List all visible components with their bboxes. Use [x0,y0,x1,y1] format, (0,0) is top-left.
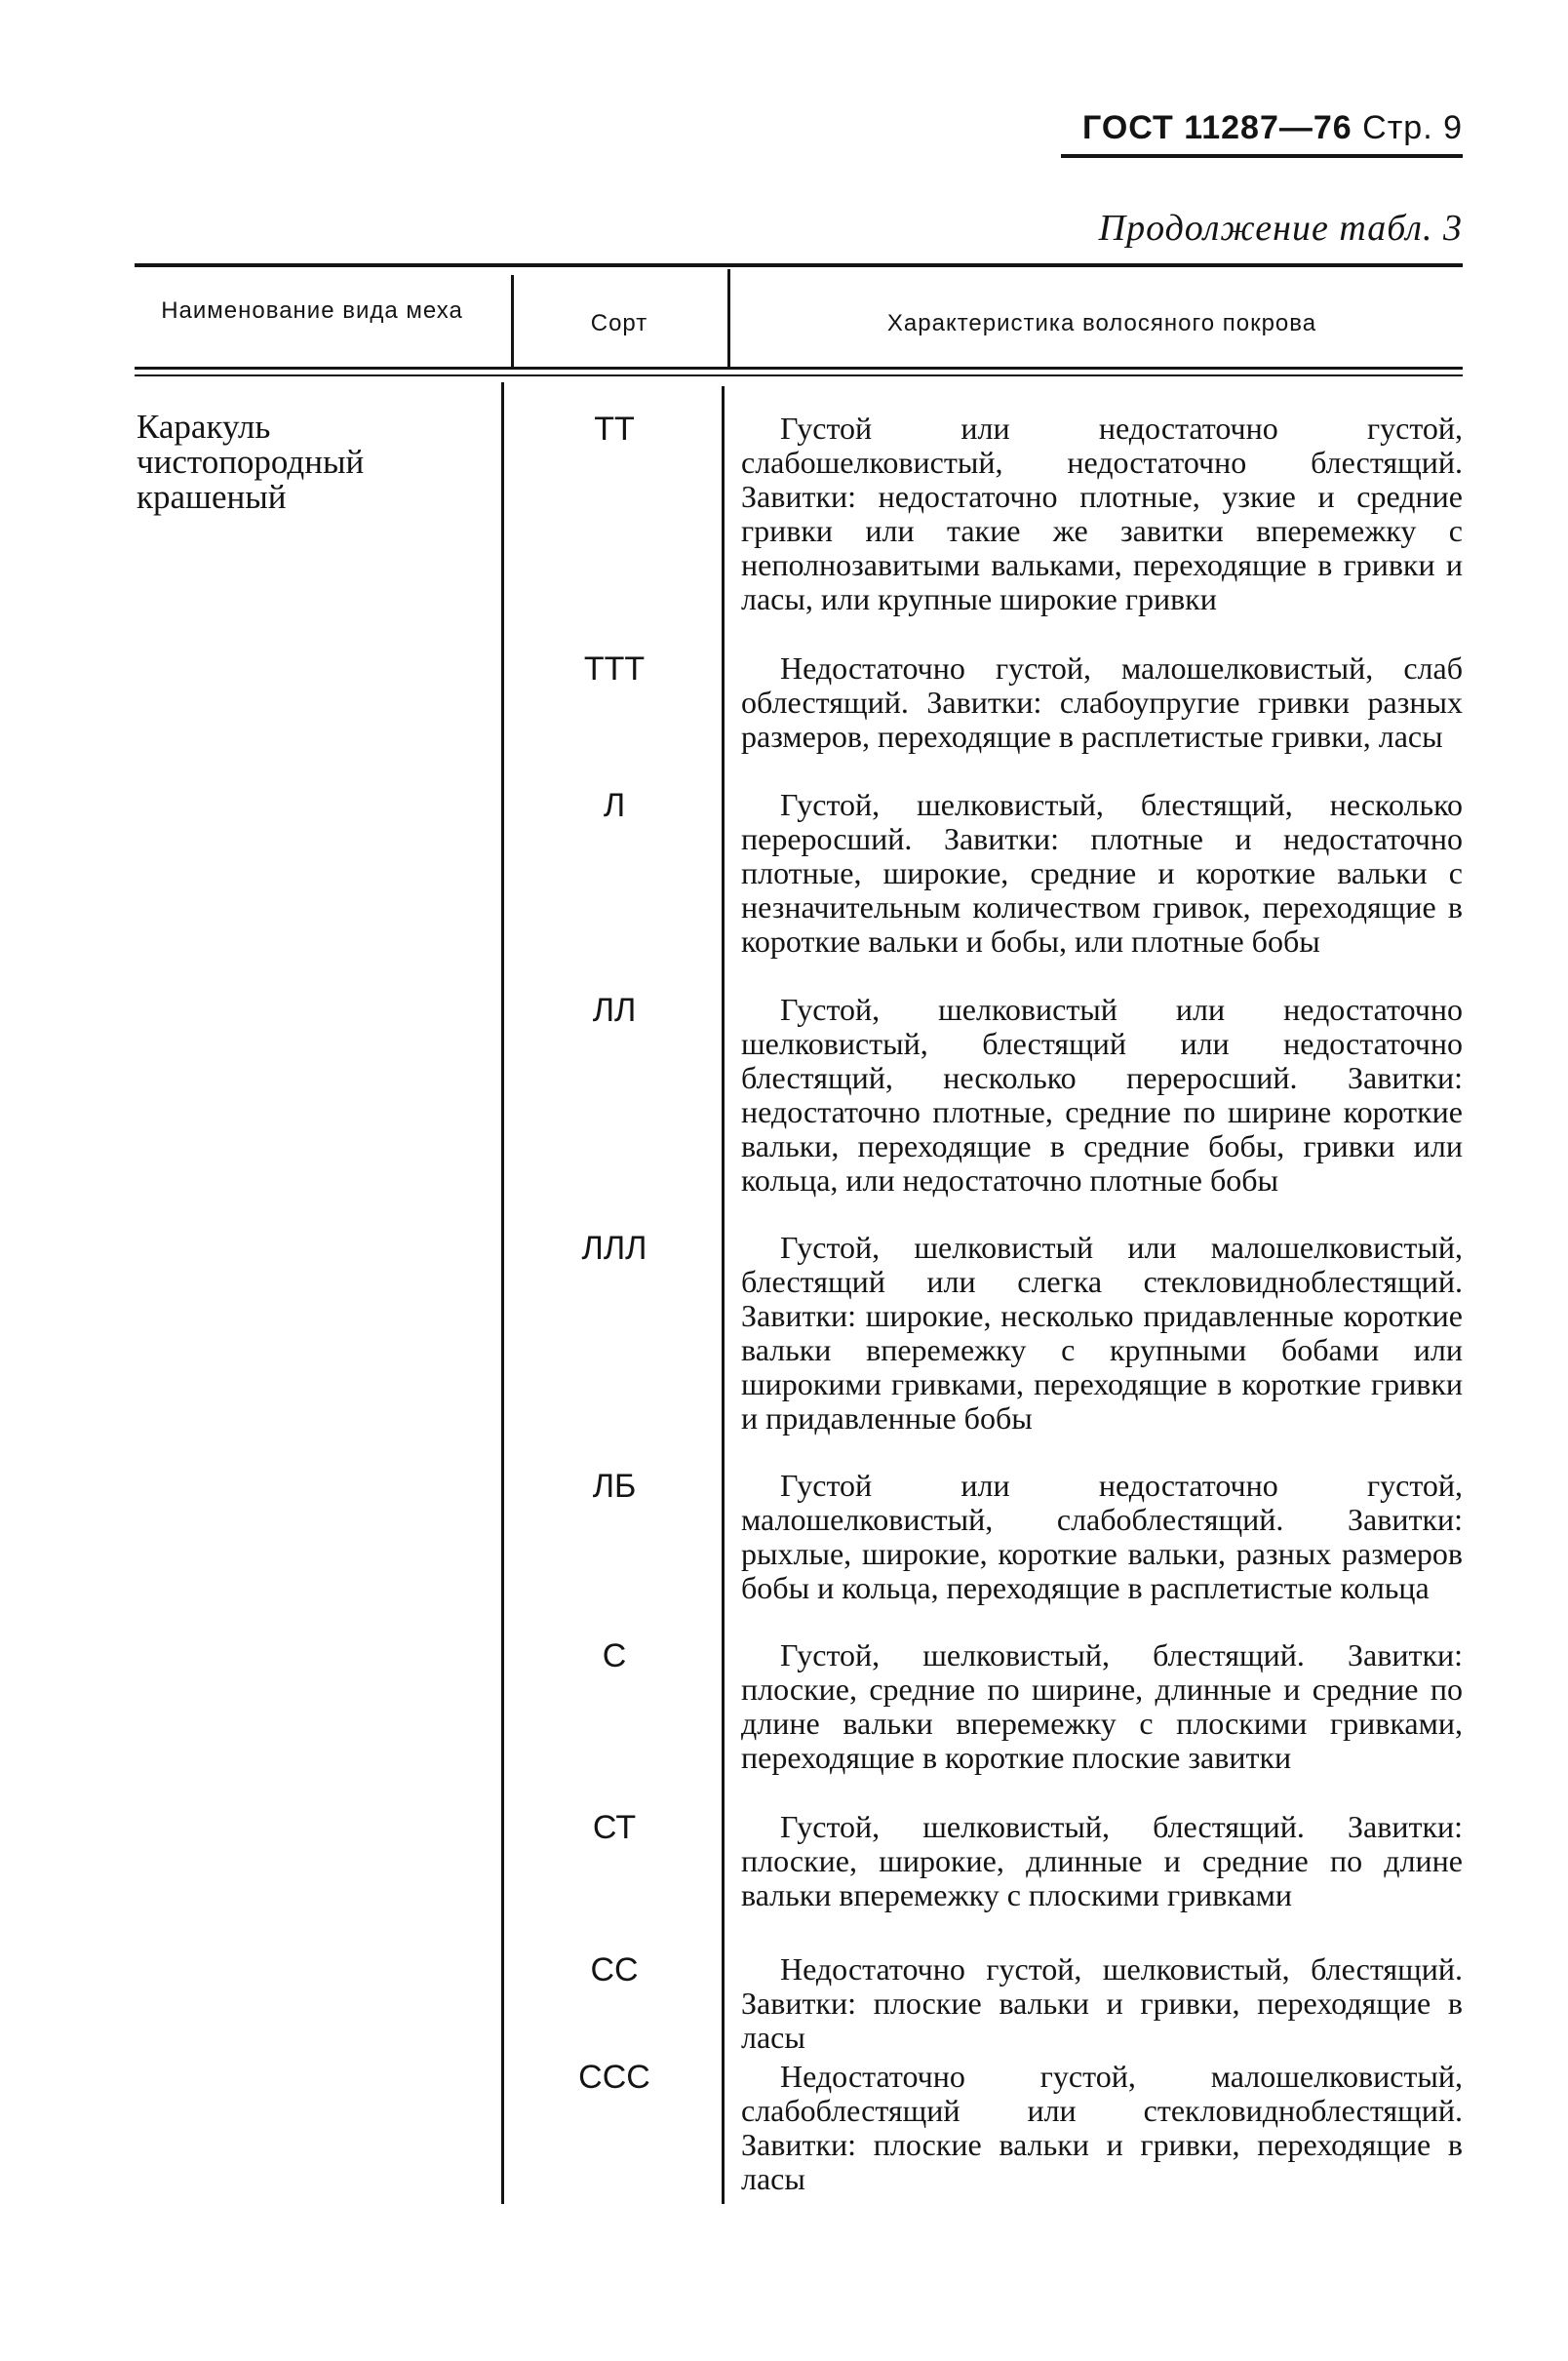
grade-cell: С [602,1637,627,1674]
grade-description: Недостаточно густой, малошелковистый, слаб облестящий. Завитки: слабоупругие гривки разных размеров, переходящие в расплетистые гривки, ласы [741,650,1463,754]
grade-description: Густой, шелковистый, блестящий, несколько переросший. Завитки: плотные и недостаточно плотные, широкие, средние и короткие вальки с незначительным количеством гривок, переходящие в короткие вальки и бобы, или плотные бобы [741,787,1463,959]
body-divider-2 [722,386,725,2204]
column-header-grade: Сорт [590,310,648,336]
grade-cell: Л [603,787,626,824]
fur-type-name: Каракуль чистопородный крашеный [137,408,365,516]
table-header-rule [135,367,1463,376]
grade-description: Густой, шелковистый, блестящий. Завитки: плоские, средние по ширине, длинные и средние по длине вальки вперемежку с плоскими гривками, переходящие в короткие плоские завитки [741,1637,1463,1775]
grade-cell: ССС [578,2059,650,2096]
column-header-name: Наименование вида меха [161,297,463,324]
grade-description: Густой или недостаточно густой, малошелковистый, слабоблестящий. Завитки: рыхлые, широкие, короткие вальки, разных размеров бобы и кольца, переходящие в расплетистые кольца [741,1468,1463,1605]
grade-cell: ЛБ [592,1468,637,1505]
grade-description: Густой или недостаточно густой, слабошелковистый, недостаточно блестящий. Завитки: недостаточно плотные, узкие и средние гривки или такие же завитки вперемежку с неполнозавитыми вальками, переходящие в гривки и ласы, или крупные широкие гривки [741,411,1463,616]
table-continuation-label: Продолжение табл. 3 [1098,208,1463,249]
header-rule [1061,154,1463,158]
table-top-rule [135,263,1463,267]
grade-cell: СС [590,1951,639,1988]
grade-description: Густой, шелковистый, блестящий. Завитки: плоские, широкие, длинные и средние по длине вальки вперемежку с плоскими гривками [741,1809,1463,1912]
grade-cell: ТТ [594,411,635,448]
grade-description: Густой, шелковистый или недостаточно шелковистый, блестящий или недостаточно блестящий, несколько переросший. Завитки: недостаточно плотные, средние по ширине короткие вальки, переходящие в средние бобы, гривки или кольца, или недостаточно плотные бобы [741,992,1463,1198]
grade-cell: ЛЛЛ [581,1230,647,1267]
page-number: Стр. 9 [1362,109,1463,146]
grade-description: Густой, шелковистый или малошелковистый, блестящий или слегка стекловидноблестящий. Завитки: широкие, несколько придавленные короткие вальки вперемежку с крупными бобами или широкими гривками, переходящие в короткие гривки и придавленные бобы [741,1230,1463,1436]
grade-description: Недостаточно густой, шелковистый, блестящий. Завитки: плоские вальки и гривки, переходящие в ласы [741,1951,1463,2055]
body-divider-1 [501,382,504,2204]
page-header [1082,109,1463,147]
standard-number: ГОСТ 11287—76 [1082,109,1352,146]
grade-description: Недостаточно густой, малошелковистый, слабоблестящий или стекловидноблестящий. Завитки: плоские вальки и гривки, переходящие в ласы [741,2059,1463,2196]
column-header-description: Характеристика волосяного покрова [886,310,1317,336]
grade-cell: СТ [592,1809,637,1846]
grade-cell: ТТТ [583,650,646,688]
header-divider-1 [511,275,514,367]
grade-cell: ЛЛ [592,992,637,1029]
header-divider-2 [727,269,730,367]
